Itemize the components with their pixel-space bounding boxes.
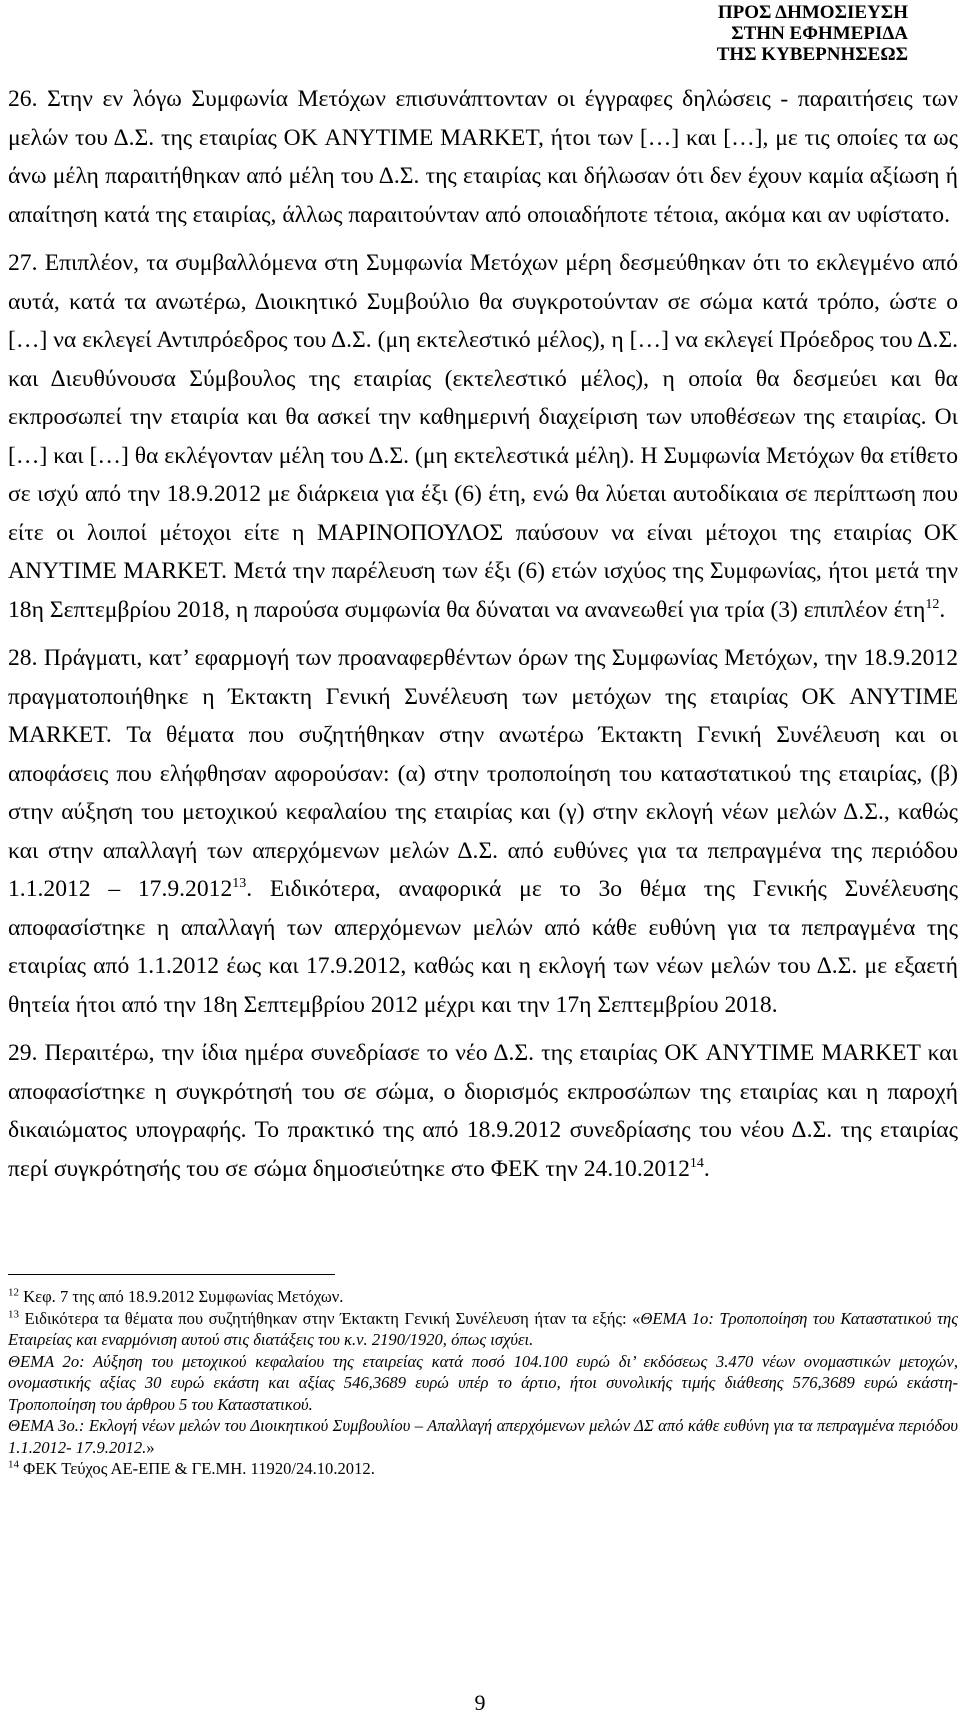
footnote-13-item-3: ΘΕΜΑ 3ο.: Εκλογή νέων μελών του Διοικητικού Συμβουλίου – Απαλλαγή απερχόμενων μελών ΔΣ από κάθε ευθύνη για τα πεπραγμένα περιόδου 1.1.2012- 17.9.2012. xyxy=(8,1416,958,1457)
footnote-12 xyxy=(8,1286,958,1308)
paragraph-28-text-a: 28. Πράγματι, κατ’ εφαρμογή των προαναφερθέντων όρων της Συμφωνίας Μετόχων, την 18.9.2012 πραγματοποιήθηκε η Έκτακτη Γενική Συνέλευση των μετόχων της εταιρίας ΟΚ ANYTIME MARKET. Τα θέματα που συζητήθηκαν στην ανωτέρω Έκτακτη Γενική Συνέλευση και οι αποφάσεις που ελήφθησαν αφορούσαν: (α) στην τροποποίηση του καταστατικού της εταιρίας, (β) στην αύξηση του μετοχικού κεφαλαίου της εταιρίας και (γ) στην εκλογή νέων μελών Δ.Σ., καθώς και στην απαλλαγή των απερχόμενων μελών Δ.Σ. από ευθύνες για τα πεπραγμένα της περιόδου 1.1.2012 – 17.9.2012 xyxy=(8,645,958,902)
footnote-12-text: Κεφ. 7 της από 18.9.2012 Συμφωνίας Μετόχων. xyxy=(19,1287,344,1306)
document-body xyxy=(8,80,958,1198)
footnote-14 xyxy=(8,1458,958,1480)
publication-header xyxy=(717,2,908,65)
paragraph-28 xyxy=(8,639,958,1024)
paragraph-29-text: 29. Περαιτέρω, την ίδια ημέρα συνεδρίασε το νέο Δ.Σ. της εταιρίας ΟΚ ANYTIME MARKET και αποφασίστηκε η συγκρότησή του σε σώμα, ο διορισμός εκπροσώπων της εταιρίας και η παροχή δικαιώματος υπογραφής. Το πρακτικό της από 18.9.2012 συνεδρίασης του νέου Δ.Σ. της εταιρίας περί συγκρότησής του σε σώμα δημοσιεύτηκε στο ΦΕΚ την 24.10.2012 xyxy=(8,1040,958,1182)
paragraph-27-end: . xyxy=(939,596,946,623)
footnote-13-item-1: ΘΕΜΑ 1ο: Τροποποίηση του Καταστατικού της Εταιρείας και εναρμόνιση αυτού στις διατάξεις του κ.ν. 2190/1920, όπως ισχύει. xyxy=(8,1308,958,1349)
footnote-separator xyxy=(8,1274,335,1275)
footnote-13-continued-3 xyxy=(8,1415,958,1458)
footnote-ref-12[interactable]: 12 xyxy=(925,596,940,612)
footnote-14-number: 14 xyxy=(8,1458,19,1471)
footnote-ref-14[interactable]: 14 xyxy=(689,1155,704,1171)
footnote-ref-13[interactable]: 13 xyxy=(232,876,247,892)
footnote-14-text: ΦΕΚ Τεύχος ΑΕ-ΕΠΕ & ΓΕ.ΜΗ. 11920/24.10.2012. xyxy=(19,1459,375,1478)
footnote-13-close: » xyxy=(146,1437,155,1457)
paragraph-27 xyxy=(8,244,958,629)
paragraph-29-end: . xyxy=(703,1155,710,1182)
footnote-12-number: 12 xyxy=(8,1286,19,1299)
header-line-3: ΤΗΣ ΚΥΒΕΡΝΗΣΕΩΣ xyxy=(716,44,908,65)
footnote-13-lead: Ειδικότερα τα θέματα που συζητήθηκαν στην Έκτακτη Γενική Συνέλευση ήταν τα εξής: « xyxy=(19,1308,641,1328)
footnote-13-continued-2 xyxy=(8,1351,958,1416)
paragraph-29 xyxy=(8,1034,958,1188)
footnotes xyxy=(8,1286,958,1480)
paragraph-26: 26. Στην εν λόγω Συμφωνία Μετόχων επισυνάπτονταν οι έγγραφες δηλώσεις - παραιτήσεις των μελών του Δ.Σ. της εταιρίας ΟΚ ANYTIME MARKET, ήτοι των […] και […], με τις οποίες τα ως άνω μέλη παραιτήθηκαν από μέλη του Δ.Σ. της εταιρίας και δήλωσαν ότι δεν έχουν καμία αξίωση ή απαίτηση κατά της εταιρίας, άλλως παραιτούνταν από οποιαδήποτε τέτοια, ακόμα και αν υφίστατο. xyxy=(8,86,958,228)
paragraph-28-text-b: . Ειδικότερα, αναφορικά με το 3ο θέμα της Γενικής Συνέλευσης αποφασίστηκε η απαλλαγή των απερχόμενων μελών από κάθε ευθύνη για τα πεπραγμένα της εταιρίας από 1.1.2012 έως και 17.9.2012, καθώς και η εκλογή των νέων μελών του Δ.Σ. με εξαετή θητεία ήτοι από την 18η Σεπτεμβρίου 2012 μέχρι και την 17η Σεπτεμβρίου 2018. xyxy=(8,876,959,1018)
page-number: 9 xyxy=(474,1690,486,1715)
footnote-13-item-2: ΘΕΜΑ 2ο: Αύξηση του μετοχικού κεφαλαίου της εταιρείας κατά ποσό 104.100 ευρώ δι’ εκδόσεως 3.470 νέων ονομαστικών μετοχών, ονομαστικής αξίας 30 ευρώ εκάστη και αξίας 546,3689 ευρώ υπέρ το άρτιο, ήτοι συνολικής τιμής διάθεσης 576,3689 ευρώ εκάστη- Τροποποίηση του άρθρου 5 του Καταστατικού. xyxy=(8,1351,958,1414)
footnote-13-number: 13 xyxy=(8,1307,19,1320)
paragraph-27-text: 27. Επιπλέον, τα συμβαλλόμενα στη Συμφωνία Μετόχων μέρη δεσμεύθηκαν ότι το εκλεγμένο από αυτά, κατά τα ανωτέρω, Διοικητικό Συμβούλιο θα συγκροτούνταν σε σώμα κατά τρόπο, ώστε ο […] να εκλεγεί Αντιπρόεδρος του Δ.Σ. (μη εκτελεστικό μέλος), η […] να εκλεγεί Πρόεδρος του Δ.Σ. και Διευθύνουσα Σύμβουλος της εταιρίας (εκτελεστικό μέλος), η οποία θα δεσμεύει και θα εκπροσωπεί την εταιρία και θα ασκεί την καθημερινή διαχείριση των υποθέσεων της εταιρίας. Οι […] και […] θα εκλέγονταν μέλη του Δ.Σ. (μη εκτελεστικά μέλη). Η Συμφωνία Μετόχων θα ετίθετο σε ισχύ από την 18.9.2012 με διάρκεια για έξι (6) έτη, ενώ θα λύεται αυτοδίκαια σε περίπτωση που είτε οι λοιποί μέτοχοι είτε η ΜΑΡΙΝΟΠΟΥΛΟΣ παύσουν να είναι μέτοχοι της εταιρίας ΟΚ ANYTIME MARKET. Μετά την παρέλευση των έξι (6) ετών ισχύος της Συμφωνίας, ήτοι μετά την 18η Σεπτεμβρίου 2018, η παρούσα συμφωνία θα δύναται να ανανεωθεί για τρία (3) επιπλέον έτη xyxy=(8,250,958,623)
header-line-1: ΠΡΟΣ ΔΗΜΟΣΙΕΥΣΗ xyxy=(717,2,908,23)
footnote-13 xyxy=(8,1308,958,1351)
header-line-2: ΣΤΗΝ ΕΦΗΜΕΡΙΔΑ xyxy=(731,23,908,44)
